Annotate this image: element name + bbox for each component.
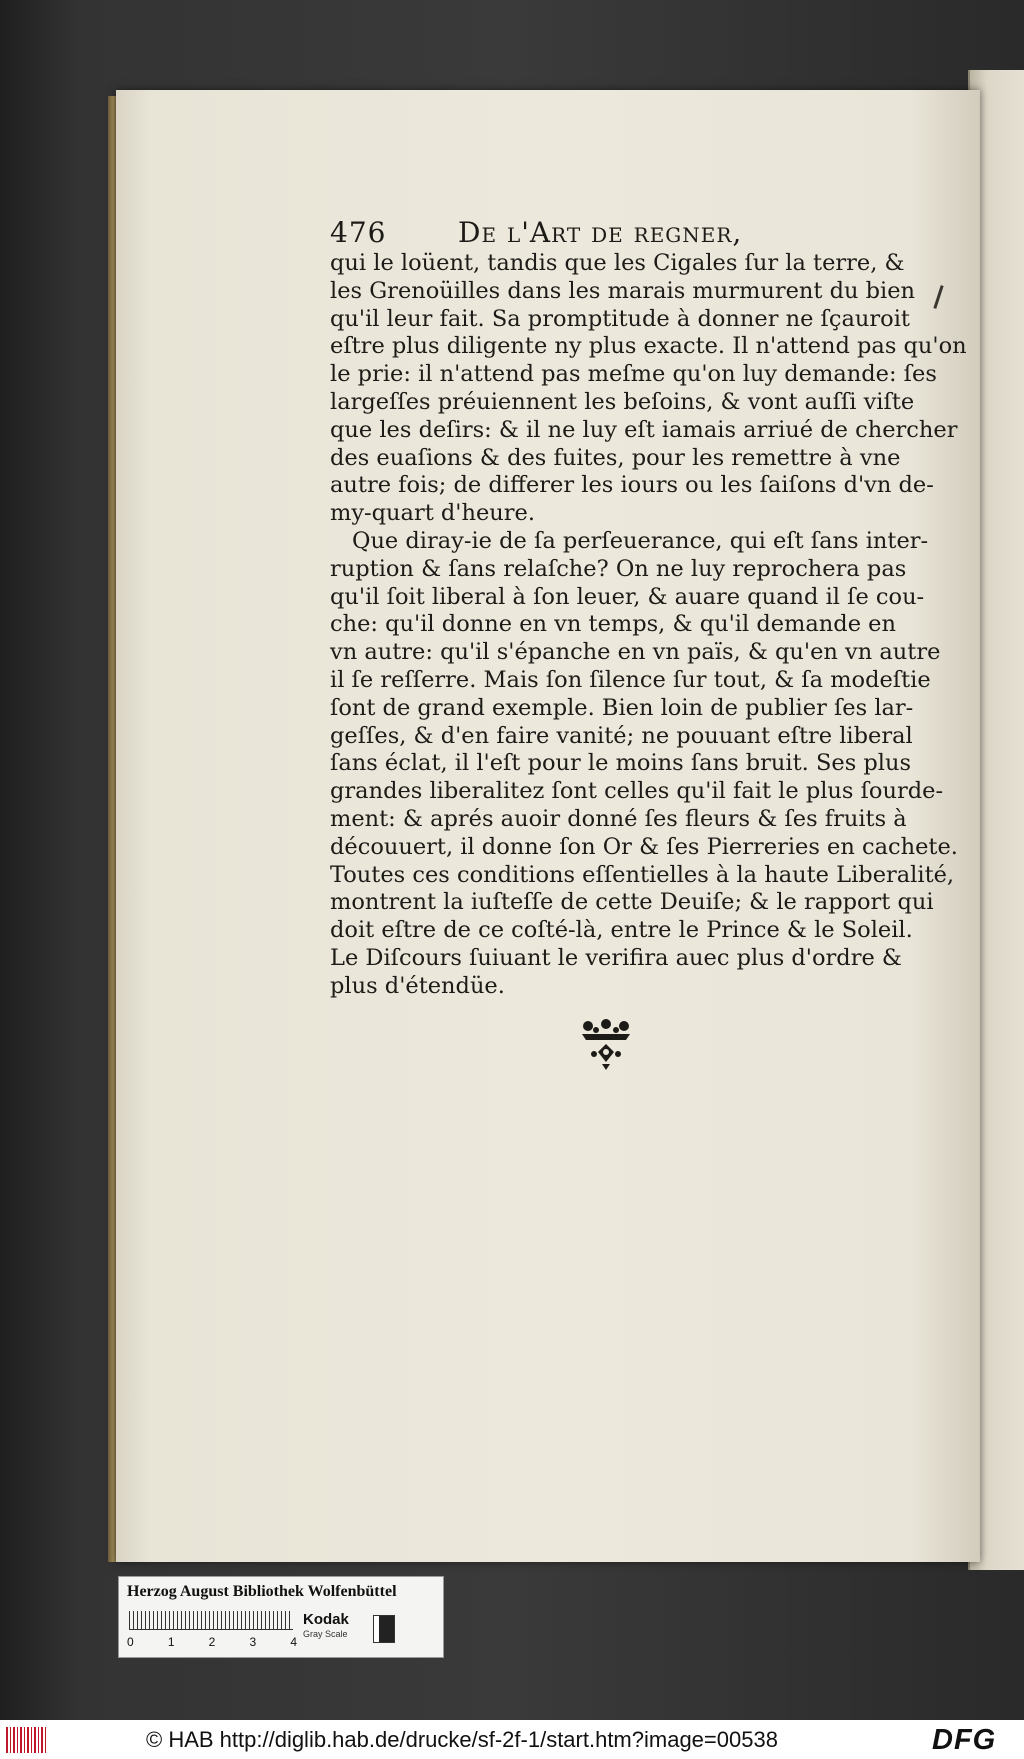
text-line: il ſe reſſerre. Mais ſon ſilence ſur tout, & ſa modeſtie (330, 666, 931, 693)
text-line: eſtre plus diligente ny plus exacte. Il n'attend pas qu'on (330, 333, 967, 360)
footer-bar (0, 1720, 1024, 1759)
ruler-scale (129, 1611, 293, 1630)
text-line: découuert, il donne ſon Or & ſes Pierreries en cachete. (330, 833, 958, 860)
ruler-number: 2 (208, 1635, 216, 1649)
text-line: grandes liberalitez ſont celles qu'il fait le plus ſourde- (330, 778, 944, 805)
body-text (330, 250, 967, 1001)
text-line: geſſes, & d'en faire vanité; ne pouuant eſtre liberal (330, 722, 913, 749)
library-name: Herzog August Bibliothek Wolfenbüttel (127, 1583, 397, 1600)
text-line: montrent la iuſteſſe de cette Deuiſe; & le rapport qui (330, 889, 934, 916)
ruler-number: 1 (167, 1635, 175, 1649)
text-line: qu'il ſoit liberal à ſon leuer, & auare quand il ſe cou- (330, 583, 925, 610)
text-line: ment: & aprés auoir donné ſes fleurs & ſes fruits à (330, 805, 907, 832)
text-line: des euaſions & des fuites, pour les remettre à vne (330, 444, 901, 471)
text-line: les Grenoüilles dans les marais murmurent du bien (330, 277, 916, 304)
text-line: Que diray-ie de ſa perſeuerance, qui eſt ſans inter- (352, 527, 929, 554)
footer-copyright-link[interactable]: © HAB http://diglib.hab.de/drucke/sf-2f-1/start.htm?image=00538 (146, 1727, 778, 1752)
text-line: vn autre: qu'il s'épanche en vn païs, & qu'en vn autre (330, 639, 941, 666)
ruler-number: 0 (127, 1635, 134, 1649)
text-line: ſont de grand exemple. Bien loin de publier ſes lar- (330, 694, 914, 721)
text-line: ſans éclat, il l'eſt pour le moins ſans bruit. Ses plus (330, 750, 912, 777)
running-title: De l'Art de regner, (458, 216, 743, 249)
kodak-brand: Kodak (303, 1611, 349, 1628)
ruler-number: 4 (290, 1635, 297, 1649)
ruler-numbers (127, 1635, 297, 1649)
text-line: ruption & ſans relaſche? On ne luy reprochera pas (330, 555, 907, 582)
text-line: le prie: il n'attend pas meſme qu'on luy demande: ſes (330, 361, 937, 388)
library-color-target (118, 1576, 444, 1658)
text-line: qu'il leur fait. Sa promptitude à donner ne ſçauroit (330, 305, 910, 332)
text-line: che: qu'il donne en vn temps, & qu'il demande en (330, 611, 896, 638)
page-number: 476 (330, 216, 387, 249)
text-line: doit eſtre de ce coſté-là, entre le Prince & le Soleil. (330, 917, 913, 944)
text-line: my-quart d'heure. (330, 500, 536, 527)
ruler-number: 3 (249, 1635, 257, 1649)
gray-scale-chip (373, 1615, 395, 1643)
text-line: que les deſirs: & il ne luy eſt iamais arriué de chercher (330, 416, 958, 443)
text-line: plus d'étendüe. (330, 972, 505, 999)
kodak-subtitle: Gray Scale (303, 1629, 348, 1639)
text-line: largeſſes préuiennent les beſoins, & vont auſſi viſte (330, 388, 915, 415)
dfg-logo: DFG (932, 1724, 997, 1756)
text-line: Toutes ces conditions eſſentielles à la haute Liberalité, (330, 861, 955, 888)
text-line: autre fois; de differer les iours ou les ſaiſons d'vn de- (330, 472, 934, 499)
text-line: Le Diſcours ſuiuant le verifira auec plus d'ordre & (330, 944, 902, 971)
barcode-icon (6, 1727, 46, 1753)
text-line: qui le loüent, tandis que les Cigales ſur la terre, & (330, 250, 905, 276)
printer-ornament-icon (578, 1016, 634, 1072)
